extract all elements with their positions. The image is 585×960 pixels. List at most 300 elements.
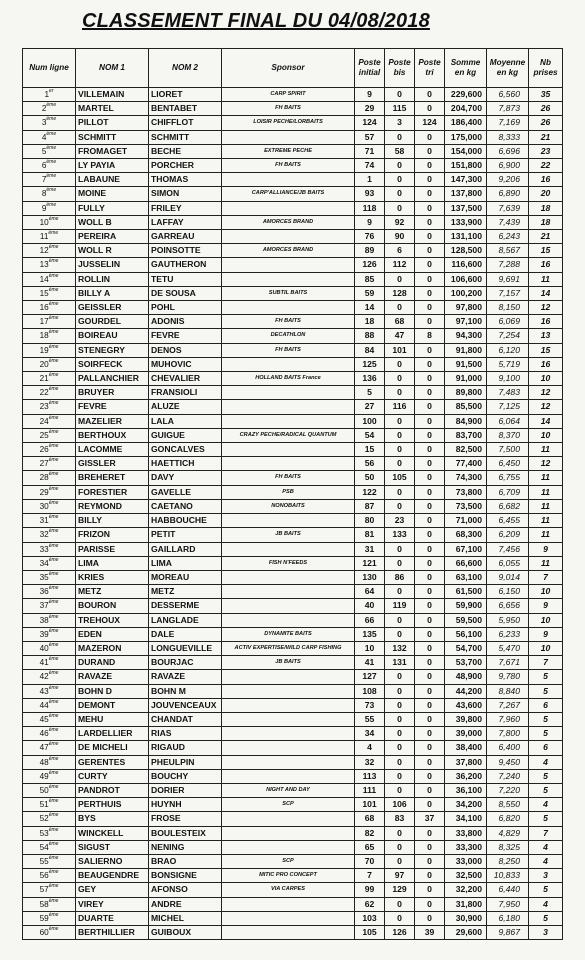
cell-nom1: GEY xyxy=(76,883,149,897)
rank-number: 44 xyxy=(39,700,49,710)
cell-moyenne: 7,254 xyxy=(487,329,529,343)
cell-somme: 31,800 xyxy=(445,897,487,911)
cell-nb-prises: 11 xyxy=(529,443,563,457)
cell-sponsor: NONOBAITS xyxy=(222,499,355,513)
cell-rank xyxy=(23,769,76,783)
cell-poste-bis: 126 xyxy=(385,925,415,939)
rank-number: 59 xyxy=(39,913,49,923)
cell-nom1: STENEGRY xyxy=(76,343,149,357)
cell-poste-tri: 0 xyxy=(415,840,445,854)
cell-poste-initial: 66 xyxy=(355,613,385,627)
cell-sponsor: CARP'ALLIANCE/JB BAITS xyxy=(222,187,355,201)
cell-somme: 30,900 xyxy=(445,911,487,925)
cell-somme: 34,200 xyxy=(445,798,487,812)
cell-poste-bis: 0 xyxy=(385,911,415,925)
cell-nom1: REYMOND xyxy=(76,499,149,513)
cell-nb-prises: 5 xyxy=(529,911,563,925)
table-row xyxy=(23,613,563,627)
cell-poste-bis: 23 xyxy=(385,514,415,528)
cell-somme: 91,500 xyxy=(445,357,487,371)
cell-poste-tri: 124 xyxy=(415,116,445,130)
cell-moyenne: 7,639 xyxy=(487,201,529,215)
cell-poste-initial: 111 xyxy=(355,783,385,797)
rank-suffix: ème xyxy=(48,386,59,393)
cell-rank xyxy=(23,783,76,797)
cell-nom2: RIAS xyxy=(149,727,222,741)
table-row xyxy=(23,400,563,414)
cell-nb-prises: 6 xyxy=(529,698,563,712)
cell-somme: 97,800 xyxy=(445,301,487,315)
cell-nom2: SCHMITT xyxy=(149,130,222,144)
rank-number: 49 xyxy=(39,771,49,781)
cell-nom1: BERTHOUX xyxy=(76,428,149,442)
cell-poste-initial: 122 xyxy=(355,485,385,499)
cell-rank xyxy=(23,102,76,116)
cell-poste-initial: 121 xyxy=(355,556,385,570)
cell-nom2: ALUZE xyxy=(149,400,222,414)
rank-number: 9 xyxy=(41,203,47,213)
cell-nb-prises: 15 xyxy=(529,343,563,357)
rank-number: 51 xyxy=(39,800,49,810)
cell-moyenne: 6,820 xyxy=(487,812,529,826)
cell-moyenne: 7,288 xyxy=(487,258,529,272)
cell-poste-initial: 32 xyxy=(355,755,385,769)
cell-poste-bis: 68 xyxy=(385,315,415,329)
cell-rank xyxy=(23,173,76,187)
cell-poste-tri: 0 xyxy=(415,769,445,783)
cell-poste-bis: 112 xyxy=(385,258,415,272)
table-row xyxy=(23,599,563,613)
cell-rank xyxy=(23,869,76,883)
cell-poste-bis: 0 xyxy=(385,769,415,783)
cell-nom1: RAVAZE xyxy=(76,670,149,684)
rank-number: 3 xyxy=(41,118,47,128)
cell-poste-tri: 0 xyxy=(415,627,445,641)
cell-nb-prises: 16 xyxy=(529,258,563,272)
cell-sponsor xyxy=(222,585,355,599)
cell-nb-prises: 18 xyxy=(529,201,563,215)
cell-sponsor xyxy=(222,599,355,613)
cell-sponsor: FH BAITS xyxy=(222,315,355,329)
cell-moyenne: 9,100 xyxy=(487,372,529,386)
cell-moyenne: 7,240 xyxy=(487,769,529,783)
cell-nom2: GAVELLE xyxy=(149,485,222,499)
cell-sponsor xyxy=(222,301,355,315)
cell-nom1: KRIES xyxy=(76,570,149,584)
cell-moyenne: 6,900 xyxy=(487,159,529,173)
cell-moyenne: 9,014 xyxy=(487,570,529,584)
rank-number: 57 xyxy=(39,885,49,895)
cell-moyenne: 6,656 xyxy=(487,599,529,613)
cell-nom2: DESSERME xyxy=(149,599,222,613)
cell-moyenne: 10,833 xyxy=(487,869,529,883)
cell-poste-tri: 0 xyxy=(415,712,445,726)
cell-nb-prises: 5 xyxy=(529,727,563,741)
cell-poste-bis: 47 xyxy=(385,329,415,343)
rank-suffix: ème xyxy=(48,272,59,279)
table-row xyxy=(23,329,563,343)
cell-somme: 32,200 xyxy=(445,883,487,897)
cell-somme: 82,500 xyxy=(445,443,487,457)
table-row xyxy=(23,869,563,883)
cell-somme: 74,300 xyxy=(445,471,487,485)
cell-moyenne: 6,209 xyxy=(487,528,529,542)
cell-somme: 34,100 xyxy=(445,812,487,826)
table-row xyxy=(23,173,563,187)
cell-sponsor xyxy=(222,698,355,712)
cell-poste-bis: 86 xyxy=(385,570,415,584)
cell-nom2: MOREAU xyxy=(149,570,222,584)
rank-suffix: ème xyxy=(48,428,59,435)
cell-poste-tri: 0 xyxy=(415,883,445,897)
cell-poste-tri: 0 xyxy=(415,542,445,556)
rank-number: 32 xyxy=(39,530,49,540)
rank-suffix: ème xyxy=(48,357,59,364)
cell-nom1: MARTEL xyxy=(76,102,149,116)
rank-number: 19 xyxy=(39,345,49,355)
cell-poste-tri: 0 xyxy=(415,755,445,769)
cell-poste-initial: 135 xyxy=(355,627,385,641)
rank-number: 17 xyxy=(39,317,49,327)
rank-number: 33 xyxy=(39,544,49,554)
rank-suffix: ème xyxy=(48,911,59,918)
rank-number: 40 xyxy=(39,643,49,653)
cell-poste-tri: 0 xyxy=(415,173,445,187)
rank-number: 36 xyxy=(39,587,49,597)
cell-nb-prises: 10 xyxy=(529,613,563,627)
table-row xyxy=(23,641,563,655)
rank-number: 10 xyxy=(39,217,49,227)
rank-suffix: ème xyxy=(48,528,59,535)
cell-poste-tri: 0 xyxy=(415,585,445,599)
cell-poste-initial: 74 xyxy=(355,159,385,173)
cell-poste-initial: 40 xyxy=(355,599,385,613)
cell-poste-initial: 93 xyxy=(355,187,385,201)
cell-rank xyxy=(23,485,76,499)
cell-poste-tri: 0 xyxy=(415,641,445,655)
cell-somme: 53,700 xyxy=(445,656,487,670)
cell-poste-tri: 0 xyxy=(415,343,445,357)
table-row xyxy=(23,798,563,812)
cell-poste-bis: 0 xyxy=(385,201,415,215)
cell-poste-initial: 56 xyxy=(355,457,385,471)
rank-suffix: ème xyxy=(46,102,57,109)
cell-poste-bis: 97 xyxy=(385,869,415,883)
cell-poste-initial: 50 xyxy=(355,471,385,485)
cell-rank xyxy=(23,286,76,300)
table-row xyxy=(23,272,563,286)
cell-nom1: BILLY A xyxy=(76,286,149,300)
cell-somme: 91,800 xyxy=(445,343,487,357)
cell-nom2: LIMA xyxy=(149,556,222,570)
cell-moyenne: 7,500 xyxy=(487,443,529,457)
cell-rank xyxy=(23,570,76,584)
cell-moyenne: 6,243 xyxy=(487,230,529,244)
cell-somme: 44,200 xyxy=(445,684,487,698)
cell-nom1: LIMA xyxy=(76,556,149,570)
cell-somme: 137,800 xyxy=(445,187,487,201)
cell-poste-tri: 0 xyxy=(415,357,445,371)
cell-sponsor xyxy=(222,258,355,272)
rank-suffix: ème xyxy=(48,556,59,563)
cell-nb-prises: 11 xyxy=(529,485,563,499)
cell-rank xyxy=(23,911,76,925)
cell-poste-initial: 68 xyxy=(355,812,385,826)
cell-moyenne: 8,550 xyxy=(487,798,529,812)
cell-nom1: EDEN xyxy=(76,627,149,641)
cell-nom2: FRILEY xyxy=(149,201,222,215)
cell-sponsor xyxy=(222,201,355,215)
cell-sponsor xyxy=(222,570,355,584)
cell-rank xyxy=(23,684,76,698)
rank-suffix: ème xyxy=(48,684,59,691)
table-row xyxy=(23,343,563,357)
cell-somme: 77,400 xyxy=(445,457,487,471)
cell-nb-prises: 16 xyxy=(529,173,563,187)
rank-number: 34 xyxy=(39,558,49,568)
cell-nom1: TREHOUX xyxy=(76,613,149,627)
cell-rank xyxy=(23,712,76,726)
cell-somme: 84,900 xyxy=(445,414,487,428)
cell-moyenne: 7,157 xyxy=(487,286,529,300)
rank-suffix: ème xyxy=(48,727,59,734)
cell-poste-initial: 34 xyxy=(355,727,385,741)
cell-nom2: CHANDAT xyxy=(149,712,222,726)
cell-moyenne: 7,456 xyxy=(487,542,529,556)
cell-rank xyxy=(23,372,76,386)
table-row xyxy=(23,315,563,329)
table-row xyxy=(23,414,563,428)
cell-poste-initial: 71 xyxy=(355,144,385,158)
cell-nom1: LY PAYIA xyxy=(76,159,149,173)
cell-nb-prises: 6 xyxy=(529,741,563,755)
cell-poste-bis: 129 xyxy=(385,883,415,897)
table-row xyxy=(23,542,563,556)
cell-rank xyxy=(23,215,76,229)
cell-sponsor xyxy=(222,514,355,528)
cell-somme: 59,500 xyxy=(445,613,487,627)
cell-nb-prises: 9 xyxy=(529,627,563,641)
cell-poste-bis: 128 xyxy=(385,286,415,300)
cell-somme: 229,600 xyxy=(445,88,487,102)
rank-number: 22 xyxy=(39,388,49,398)
cell-poste-tri: 0 xyxy=(415,386,445,400)
cell-poste-initial: 80 xyxy=(355,514,385,528)
cell-poste-bis: 83 xyxy=(385,812,415,826)
cell-poste-tri: 0 xyxy=(415,613,445,627)
cell-nb-prises: 12 xyxy=(529,457,563,471)
cell-poste-initial: 76 xyxy=(355,230,385,244)
cell-rank xyxy=(23,329,76,343)
cell-rank xyxy=(23,88,76,102)
rank-suffix: ème xyxy=(46,130,57,137)
cell-sponsor: CARP SPIRIT xyxy=(222,88,355,102)
cell-moyenne: 6,400 xyxy=(487,741,529,755)
cell-sponsor xyxy=(222,840,355,854)
cell-somme: 54,700 xyxy=(445,641,487,655)
table-row xyxy=(23,514,563,528)
cell-somme: 83,700 xyxy=(445,428,487,442)
cell-nom1: JUSSELIN xyxy=(76,258,149,272)
rank-number: 26 xyxy=(39,445,49,455)
table-row xyxy=(23,187,563,201)
cell-rank xyxy=(23,414,76,428)
rank-number: 48 xyxy=(39,757,49,767)
cell-rank xyxy=(23,656,76,670)
cell-poste-initial: 125 xyxy=(355,357,385,371)
rank-suffix: ème xyxy=(48,826,59,833)
rank-suffix: ème xyxy=(48,613,59,620)
cell-poste-bis: 0 xyxy=(385,428,415,442)
cell-poste-initial: 55 xyxy=(355,712,385,726)
cell-moyenne: 6,890 xyxy=(487,187,529,201)
rank-number: 60 xyxy=(39,927,49,937)
cell-poste-initial: 101 xyxy=(355,798,385,812)
cell-poste-bis: 0 xyxy=(385,130,415,144)
rank-number: 24 xyxy=(39,416,49,426)
table-row xyxy=(23,840,563,854)
cell-rank xyxy=(23,201,76,215)
rank-suffix: ème xyxy=(48,215,59,222)
cell-nom1: MOINE xyxy=(76,187,149,201)
cell-rank xyxy=(23,627,76,641)
cell-poste-initial: 126 xyxy=(355,258,385,272)
cell-poste-bis: 0 xyxy=(385,670,415,684)
cell-somme: 48,900 xyxy=(445,670,487,684)
cell-rank xyxy=(23,343,76,357)
table-row xyxy=(23,684,563,698)
cell-poste-bis: 0 xyxy=(385,173,415,187)
cell-nb-prises: 5 xyxy=(529,812,563,826)
cell-poste-tri: 0 xyxy=(415,528,445,542)
cell-nb-prises: 10 xyxy=(529,585,563,599)
cell-somme: 67,100 xyxy=(445,542,487,556)
cell-nom1: PANDROT xyxy=(76,783,149,797)
cell-nb-prises: 26 xyxy=(529,116,563,130)
rank-number: 39 xyxy=(39,629,49,639)
cell-nb-prises: 10 xyxy=(529,641,563,655)
cell-poste-bis: 0 xyxy=(385,897,415,911)
cell-nb-prises: 11 xyxy=(529,556,563,570)
cell-moyenne: 6,455 xyxy=(487,514,529,528)
cell-poste-bis: 58 xyxy=(385,144,415,158)
rank-suffix: ème xyxy=(48,670,59,677)
cell-rank xyxy=(23,670,76,684)
table-row xyxy=(23,769,563,783)
cell-poste-initial: 70 xyxy=(355,854,385,868)
cell-rank xyxy=(23,187,76,201)
cell-somme: 128,500 xyxy=(445,244,487,258)
rank-suffix: ème xyxy=(48,542,59,549)
cell-nom1: BILLY xyxy=(76,514,149,528)
cell-moyenne: 9,450 xyxy=(487,755,529,769)
cell-poste-tri: 39 xyxy=(415,925,445,939)
cell-nb-prises: 11 xyxy=(529,514,563,528)
cell-nom1: DEMONT xyxy=(76,698,149,712)
rank-number: 43 xyxy=(39,686,49,696)
cell-poste-tri: 0 xyxy=(415,457,445,471)
cell-sponsor: NIGHT AND DAY xyxy=(222,783,355,797)
cell-sponsor xyxy=(222,357,355,371)
cell-somme: 204,700 xyxy=(445,102,487,116)
cell-rank xyxy=(23,741,76,755)
table-row xyxy=(23,627,563,641)
rank-suffix: ème xyxy=(48,301,59,308)
rank-suffix: ème xyxy=(48,443,59,450)
cell-moyenne: 6,450 xyxy=(487,457,529,471)
rank-number: 47 xyxy=(39,743,49,753)
cell-sponsor xyxy=(222,400,355,414)
rank-number: 58 xyxy=(39,899,49,909)
rank-suffix: ème xyxy=(48,499,59,506)
cell-poste-bis: 0 xyxy=(385,585,415,599)
cell-moyenne: 6,055 xyxy=(487,556,529,570)
cell-poste-tri: 0 xyxy=(415,443,445,457)
cell-somme: 59,900 xyxy=(445,599,487,613)
cell-poste-tri: 0 xyxy=(415,315,445,329)
table-row xyxy=(23,585,563,599)
cell-moyenne: 7,169 xyxy=(487,116,529,130)
cell-nom1: GISSLER xyxy=(76,457,149,471)
cell-nom2: PORCHER xyxy=(149,159,222,173)
cell-poste-initial: 54 xyxy=(355,428,385,442)
cell-nom1: FORESTIER xyxy=(76,485,149,499)
cell-rank xyxy=(23,272,76,286)
cell-poste-tri: 0 xyxy=(415,372,445,386)
cell-nom2: SIMON xyxy=(149,187,222,201)
cell-nb-prises: 9 xyxy=(529,599,563,613)
cell-moyenne: 9,867 xyxy=(487,925,529,939)
cell-sponsor xyxy=(222,684,355,698)
cell-moyenne: 7,950 xyxy=(487,897,529,911)
cell-rank xyxy=(23,883,76,897)
cell-poste-tri: 0 xyxy=(415,556,445,570)
rank-number: 35 xyxy=(39,572,49,582)
cell-poste-initial: 57 xyxy=(355,130,385,144)
rank-suffix: ème xyxy=(46,116,57,123)
table-row xyxy=(23,883,563,897)
cell-poste-tri: 0 xyxy=(415,514,445,528)
table-row xyxy=(23,485,563,499)
cell-nom1: GERENTES xyxy=(76,755,149,769)
cell-somme: 151,800 xyxy=(445,159,487,173)
cell-somme: 137,500 xyxy=(445,201,487,215)
cell-somme: 33,800 xyxy=(445,826,487,840)
cell-nom2: BRAO xyxy=(149,854,222,868)
cell-rank xyxy=(23,315,76,329)
rank-number: 11 xyxy=(39,232,49,242)
cell-moyenne: 8,333 xyxy=(487,130,529,144)
rank-suffix: ème xyxy=(48,457,59,464)
cell-moyenne: 6,709 xyxy=(487,485,529,499)
cell-moyenne: 7,220 xyxy=(487,783,529,797)
cell-sponsor: MITIC PRO CONCEPT xyxy=(222,869,355,883)
rank-suffix: ème xyxy=(46,144,57,151)
cell-nom1: DE MICHELI xyxy=(76,741,149,755)
table-row xyxy=(23,925,563,939)
cell-rank xyxy=(23,840,76,854)
cell-nb-prises: 5 xyxy=(529,684,563,698)
cell-nom2: BECHE xyxy=(149,144,222,158)
cell-somme: 63,100 xyxy=(445,570,487,584)
cell-somme: 73,500 xyxy=(445,499,487,513)
cell-nom2: FEVRE xyxy=(149,329,222,343)
cell-moyenne: 6,069 xyxy=(487,315,529,329)
cell-nb-prises: 11 xyxy=(529,471,563,485)
cell-sponsor: FH BAITS xyxy=(222,102,355,116)
cell-nom2: JOUVENCEAUX xyxy=(149,698,222,712)
rank-number: 29 xyxy=(39,487,49,497)
